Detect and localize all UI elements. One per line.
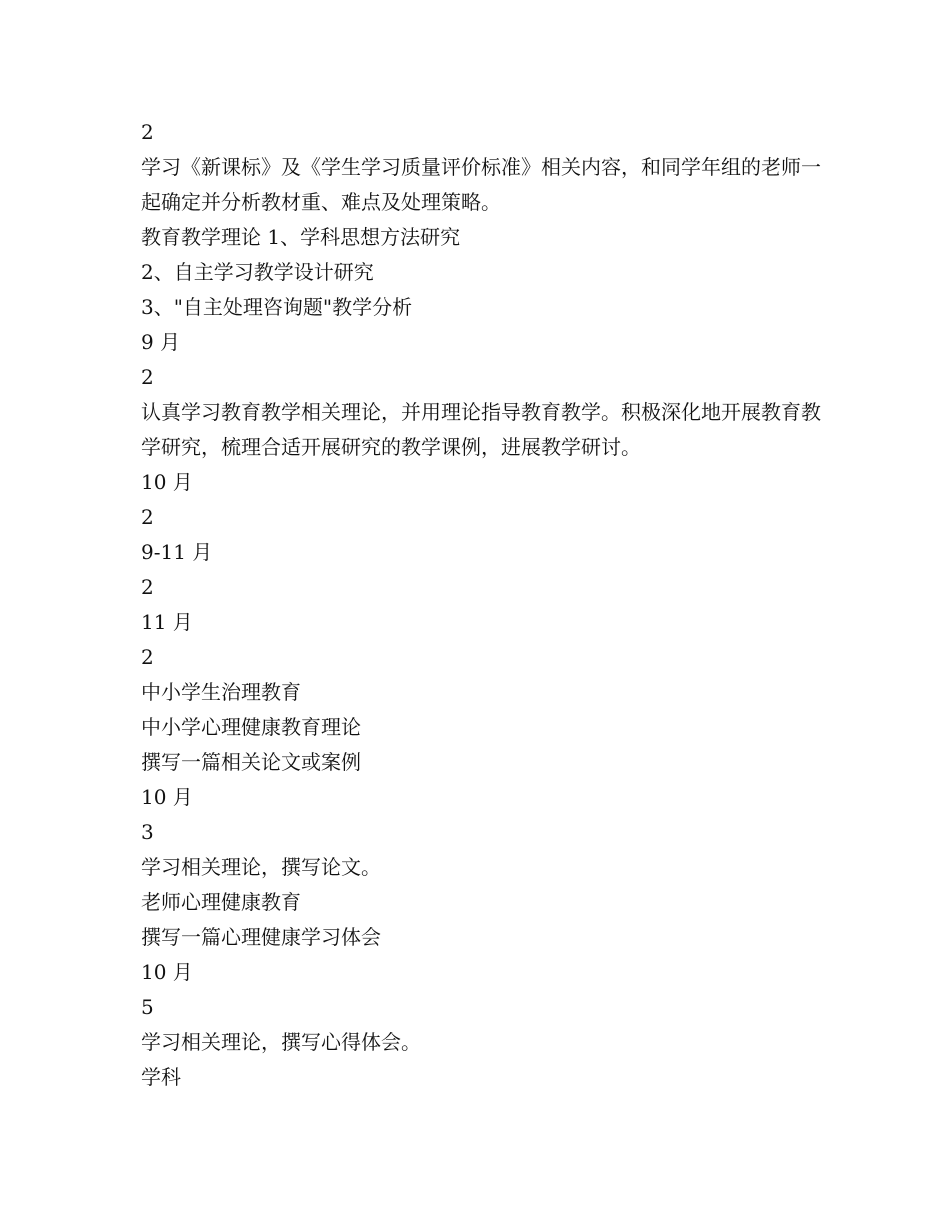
text-line: 9-11 月 [141,540,213,564]
text-line: 9 月 [141,330,181,354]
text-line: 2 [141,575,154,599]
text-line: 中小学心理健康教育理论 [141,715,361,739]
text-line: 10 月 [141,785,193,809]
text-line: 3、"自主处理咨询题"教学分析 [141,295,413,319]
text-line: 2 [141,365,154,389]
text-line: 3 [141,820,154,844]
text-line: 2 [141,645,154,669]
text-line: 学习相关理论，撰写心得体会。 [141,1030,421,1054]
text-line: 2 [141,505,154,529]
text-line: 2、自主学习教学设计研究 [141,260,374,284]
text-line: 撰写一篇相关论文或案例 [141,750,361,774]
text-line: 10 月 [141,960,193,984]
text-line: 撰写一篇心理健康学习体会 [141,925,381,949]
text-paragraph: 学习《新课标》及《学生学习质量评价标准》相关内容，和同学年组的老师一起确定并分析教材重、难点及处理策略。 [141,155,821,214]
text-line: 10 月 [141,470,193,494]
text-line: 学科 [141,1065,181,1089]
text-line: 中小学生治理教育 [141,680,301,704]
text-paragraph: 认真学习教育教学相关理论，并用理论指导教育教学。积极深化地开展教育教学研究，梳理合适开展研究的教学课例，进展教学研讨。 [141,400,821,459]
text-line: 2 [141,120,154,144]
text-line: 5 [141,995,154,1019]
text-line: 教育教学理论 1、学科思想方法研究 [141,225,461,249]
text-line: 11 月 [141,610,193,634]
text-line: 老师心理健康教育 [141,890,301,914]
text-line: 学习相关理论，撰写论文。 [141,855,381,879]
